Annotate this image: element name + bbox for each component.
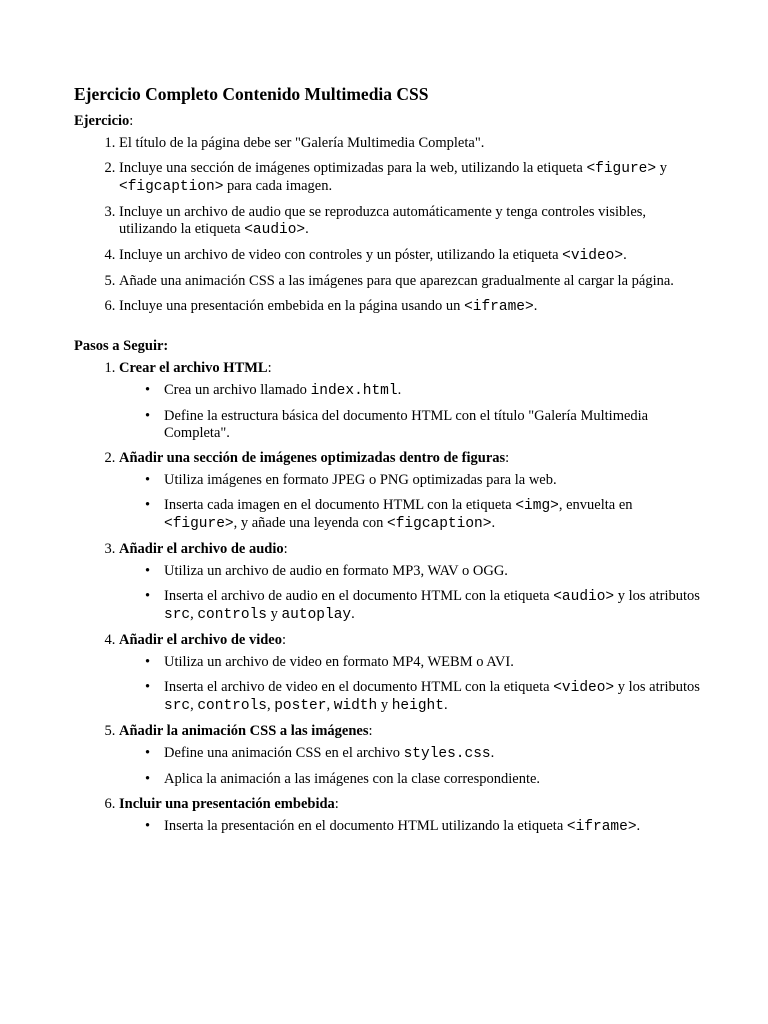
bullet-item: • Utiliza un archivo de video en formato MP4, WEBM o AVI. bbox=[164, 654, 704, 671]
step-item: 3. Añadir el archivo de audio: • Utiliza un archivo de audio en formato MP3, WAV o OGG. • Inserta el archivo de audio en el documento HTML con la etiqueta <audio> y los atributos src, controls y autoplay. bbox=[119, 541, 704, 624]
step-item: 2. Añadir una sección de imágenes optimizadas dentro de figuras: • Utiliza imágenes en formato JPEG o PNG optimizadas para la web. • Inserta cada imagen en el documento HTML con la etiqueta <img>, envuelta en <figure>, y añade una leyenda con <figcaption>. bbox=[119, 450, 704, 533]
steps-list bbox=[74, 360, 704, 836]
bullet-item: • Crea un archivo llamado index.html. bbox=[164, 382, 704, 400]
step-bullets bbox=[119, 745, 704, 788]
bullet-item: • Utiliza imágenes en formato JPEG o PNG optimizadas para la web. bbox=[164, 472, 704, 489]
exercise-item: 4. Incluye un archivo de video con controles y un póster, utilizando la etiqueta <video>. bbox=[119, 247, 704, 265]
step-heading: Crear el archivo HTML bbox=[119, 360, 268, 376]
bullet-item: • Inserta el archivo de video en el documento HTML con la etiqueta <video> y los atributos src, controls, poster, width y height. bbox=[164, 679, 704, 715]
exercise-item: 6. Incluye una presentación embebida en la página usando un <iframe>. bbox=[119, 298, 704, 316]
step-bullets bbox=[119, 472, 704, 533]
step-heading: Añadir el archivo de video bbox=[119, 632, 282, 648]
step-item: 1. Crear el archivo HTML: • Crea un archivo llamado index.html. • Define la estructura básica del documento HTML con el título "Galería Multimedia Completa". bbox=[119, 360, 704, 442]
bullet-item: • Aplica la animación a las imágenes con la clase correspondiente. bbox=[164, 771, 704, 788]
step-heading: Añadir el archivo de audio bbox=[119, 541, 284, 557]
bullet-item: • Utiliza un archivo de audio en formato MP3, WAV o OGG. bbox=[164, 563, 704, 580]
exercise-label: Ejercicio: bbox=[74, 113, 134, 129]
bullet-item: • Define la estructura básica del documento HTML con el título "Galería Multimedia Completa". bbox=[164, 408, 704, 442]
bullet-item: • Define una animación CSS en el archivo styles.css. bbox=[164, 745, 704, 763]
exercise-item: 2. Incluye una sección de imágenes optimizadas para la web, utilizando la etiqueta <figure> y <figcaption> para cada imagen. bbox=[119, 160, 704, 196]
step-bullets bbox=[119, 382, 704, 442]
step-heading: Añadir la animación CSS a las imágenes bbox=[119, 723, 369, 739]
step-item: 4. Añadir el archivo de video: • Utiliza un archivo de video en formato MP4, WEBM o AVI. • Inserta el archivo de video en el documento HTML con la etiqueta <video> y los atributos src, controls, poster, width y height. bbox=[119, 632, 704, 715]
step-bullets bbox=[119, 654, 704, 715]
step-heading: Incluir una presentación embebida bbox=[119, 796, 335, 812]
exercise-item: 3. Incluye un archivo de audio que se reproduzca automáticamente y tenga controles visibles, utilizando la etiqueta <audio>. bbox=[119, 204, 704, 239]
steps-label: Pasos a Seguir: bbox=[74, 338, 169, 354]
exercise-item: 1. El título de la página debe ser "Galería Multimedia Completa". bbox=[119, 135, 704, 152]
exercise-label-text: Ejercicio bbox=[74, 113, 130, 129]
document bbox=[74, 84, 704, 844]
step-item: 6. Incluir una presentación embebida: • Inserta la presentación en el documento HTML utilizando la etiqueta <iframe>. bbox=[119, 796, 704, 836]
bullet-item: • Inserta el archivo de audio en el documento HTML con la etiqueta <audio> y los atributos src, controls y autoplay. bbox=[164, 588, 704, 624]
exercise-item: 5. Añade una animación CSS a las imágenes para que aparezcan gradualmente al cargar la página. bbox=[119, 273, 704, 290]
step-heading: Añadir una sección de imágenes optimizadas dentro de figuras bbox=[119, 450, 506, 466]
step-item: 5. Añadir la animación CSS a las imágenes: • Define una animación CSS en el archivo styles.css. • Aplica la animación a las imágenes con la clase correspondiente. bbox=[119, 723, 704, 788]
page-title: Ejercicio Completo Contenido Multimedia CSS bbox=[74, 84, 429, 104]
bullet-item: • Inserta la presentación en el documento HTML utilizando la etiqueta <iframe>. bbox=[164, 818, 704, 836]
step-bullets bbox=[119, 818, 704, 836]
step-bullets bbox=[119, 563, 704, 624]
bullet-item: • Inserta cada imagen en el documento HTML con la etiqueta <img>, envuelta en <figure>, y añade una leyenda con <figcaption>. bbox=[164, 497, 704, 533]
exercise-list bbox=[74, 135, 704, 316]
